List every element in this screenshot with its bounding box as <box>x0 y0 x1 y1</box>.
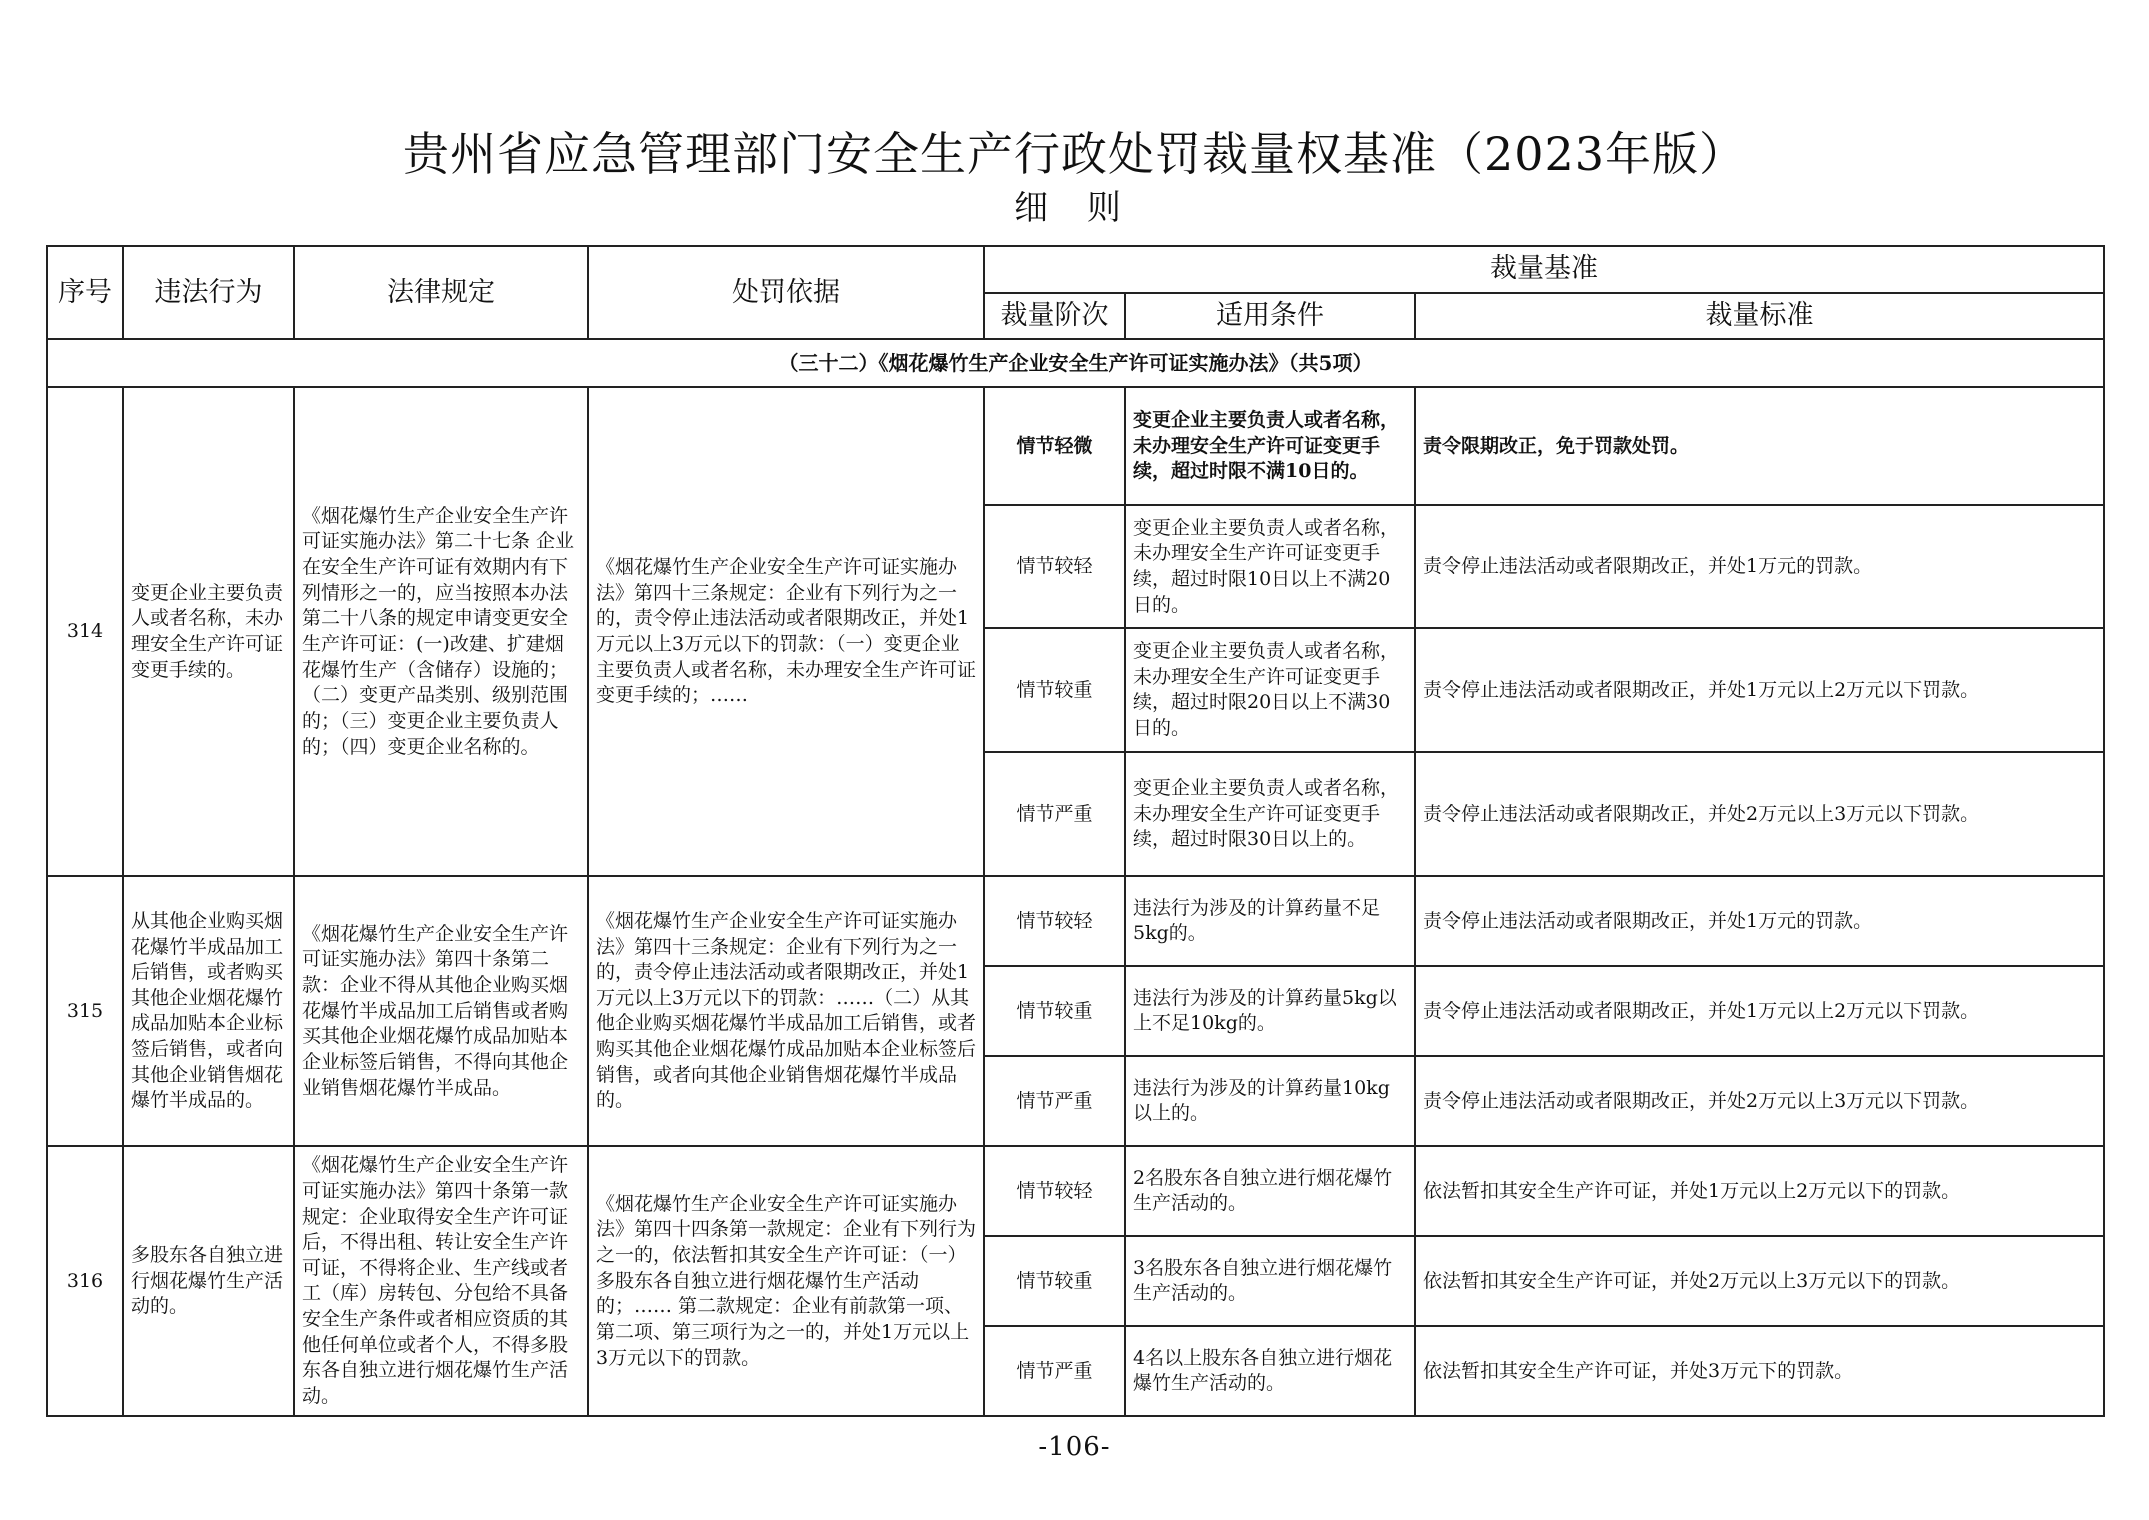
row-level: 情节较轻 <box>984 1146 1125 1236</box>
row-standard: 依法暂扣其安全生产许可证，并处1万元以上2万元以下的罚款。 <box>1415 1146 2104 1236</box>
row-condition: 3名股东各自独立进行烟花爆竹生产活动的。 <box>1125 1236 1415 1326</box>
item-basis: 《烟花爆竹生产企业安全生产许可证实施办法》第四十三条规定：企业有下列行为之一的，责令停止违法活动或者限期改正，并处1万元以上3万元以下的罚款：……（二）从其他企业购买烟花爆竹半成品加工后销售，或者购买其他企业烟花爆竹成品加贴本企业标签后销售，或者向其他企业销售烟花爆竹半成品的。 <box>588 876 984 1146</box>
row-condition: 违法行为涉及的计算药量10kg以上的。 <box>1125 1056 1415 1146</box>
header-standard: 裁量标准 <box>1415 293 2104 339</box>
table-row <box>47 876 2104 966</box>
penalty-table <box>46 245 2105 1417</box>
document-title: 贵州省应急管理部门安全生产行政处罚裁量权基准（2023年版） <box>402 127 1747 181</box>
row-standard: 依法暂扣其安全生产许可证，并处3万元下的罚款。 <box>1415 1326 2104 1416</box>
row-level: 情节较重 <box>984 966 1125 1056</box>
row-standard: 责令停止违法活动或者限期改正，并处2万元以上3万元以下罚款。 <box>1415 752 2104 876</box>
row-level: 情节较重 <box>984 1236 1125 1326</box>
row-standard: 责令停止违法活动或者限期改正，并处2万元以上3万元以下罚款。 <box>1415 1056 2104 1146</box>
row-standard: 责令停止违法活动或者限期改正，并处1万元以上2万元以下罚款。 <box>1415 628 2104 752</box>
item-basis: 《烟花爆竹生产企业安全生产许可证实施办法》第四十四条第一款规定：企业有下列行为之一的，依法暂扣其安全生产许可证：（一）多股东各自独立进行烟花爆竹生产活动的；…… 第二款规定：企业有前款第一项、第二项、第三项行为之一的，并处1万元以上3万元以下的罚款。 <box>588 1146 984 1416</box>
item-law: 《烟花爆竹生产企业安全生产许可证实施办法》第二十七条 企业在安全生产许可证有效期内有下列情形之一的，应当按照本办法第二十八条的规定申请变更安全生产许可证：(一)改建、扩建烟花爆竹生产（含储存）设施的；（二）变更产品类别、级别范围的；（三）变更企业主要负责人的；（四）变更企业名称的。 <box>294 387 588 876</box>
header-benchmark: 裁量基准 <box>984 246 2104 293</box>
row-condition: 变更企业主要负责人或者名称，未办理安全生产许可证变更手续，超过时限30日以上的。 <box>1125 752 1415 876</box>
section-row <box>47 339 2104 387</box>
row-level: 情节较轻 <box>984 505 1125 628</box>
row-standard: 责令限期改正，免于罚款处罚。 <box>1415 387 2104 505</box>
row-level: 情节较重 <box>984 628 1125 752</box>
row-level: 情节严重 <box>984 1056 1125 1146</box>
header-basis: 处罚依据 <box>588 246 984 339</box>
table-row <box>47 387 2104 505</box>
row-condition: 变更企业主要负责人或者名称，未办理安全生产许可证变更手续，超过时限10日以上不满20日的。 <box>1125 505 1415 628</box>
item-seq: 314 <box>47 387 123 876</box>
item-law: 《烟花爆竹生产企业安全生产许可证实施办法》第四十条第二款：企业不得从其他企业购买烟花爆竹半成品加工后销售或者购买其他企业烟花爆竹成品加贴本企业标签后销售，不得向其他企业销售烟花爆竹半成品。 <box>294 876 588 1146</box>
row-condition: 变更企业主要负责人或者名称，未办理安全生产许可证变更手续，超过时限20日以上不满30日的。 <box>1125 628 1415 752</box>
header-row-1 <box>47 246 2104 293</box>
row-condition: 4名以上股东各自独立进行烟花爆竹生产活动的。 <box>1125 1326 1415 1416</box>
row-standard: 责令停止违法活动或者限期改正，并处1万元以上2万元以下罚款。 <box>1415 966 2104 1056</box>
document-subtitle: 细 则 <box>1014 188 1135 228</box>
row-condition: 2名股东各自独立进行烟花爆竹生产活动的。 <box>1125 1146 1415 1236</box>
header-level: 裁量阶次 <box>984 293 1125 339</box>
item-behavior: 变更企业主要负责人或者名称，未办理安全生产许可证变更手续的。 <box>123 387 294 876</box>
item-seq: 315 <box>47 876 123 1146</box>
row-standard: 责令停止违法活动或者限期改正，并处1万元的罚款。 <box>1415 876 2104 966</box>
row-condition: 违法行为涉及的计算药量不足5kg的。 <box>1125 876 1415 966</box>
header-behavior: 违法行为 <box>123 246 294 339</box>
table-row <box>47 1146 2104 1236</box>
item-behavior: 多股东各自独立进行烟花爆竹生产活动的。 <box>123 1146 294 1416</box>
row-standard: 依法暂扣其安全生产许可证，并处2万元以上3万元以下的罚款。 <box>1415 1236 2104 1326</box>
row-condition: 违法行为涉及的计算药量5kg以上不足10kg的。 <box>1125 966 1415 1056</box>
item-basis: 《烟花爆竹生产企业安全生产许可证实施办法》第四十三条规定：企业有下列行为之一的，责令停止违法活动或者限期改正，并处1万元以上3万元以下的罚款：（一）变更企业主要负责人或者名称，未办理安全生产许可证变更手续的；…… <box>588 387 984 876</box>
page-number: -106- <box>1038 1432 1111 1462</box>
row-condition: 变更企业主要负责人或者名称，未办理安全生产许可证变更手续，超过时限不满10日的。 <box>1125 387 1415 505</box>
item-seq: 316 <box>47 1146 123 1416</box>
row-level: 情节轻微 <box>984 387 1125 505</box>
row-level: 情节严重 <box>984 1326 1125 1416</box>
header-condition: 适用条件 <box>1125 293 1415 339</box>
item-law: 《烟花爆竹生产企业安全生产许可证实施办法》第四十条第一款规定：企业取得安全生产许可证后，不得出租、转让安全生产许可证，不得将企业、生产线或者工（库）房转包、分包给不具备安全生产条件或者相应资质的其他任何单位或者个人，不得多股东各自独立进行烟花爆竹生产活动。 <box>294 1146 588 1416</box>
row-standard: 责令停止违法活动或者限期改正，并处1万元的罚款。 <box>1415 505 2104 628</box>
row-level: 情节较轻 <box>984 876 1125 966</box>
item-behavior: 从其他企业购买烟花爆竹半成品加工后销售，或者购买其他企业烟花爆竹成品加贴本企业标签后销售，或者向其他企业销售烟花爆竹半成品的。 <box>123 876 294 1146</box>
section-title: （三十二）《烟花爆竹生产企业安全生产许可证实施办法》（共5项） <box>47 339 2104 387</box>
header-law: 法律规定 <box>294 246 588 339</box>
header-seq: 序号 <box>47 246 123 339</box>
row-level: 情节严重 <box>984 752 1125 876</box>
